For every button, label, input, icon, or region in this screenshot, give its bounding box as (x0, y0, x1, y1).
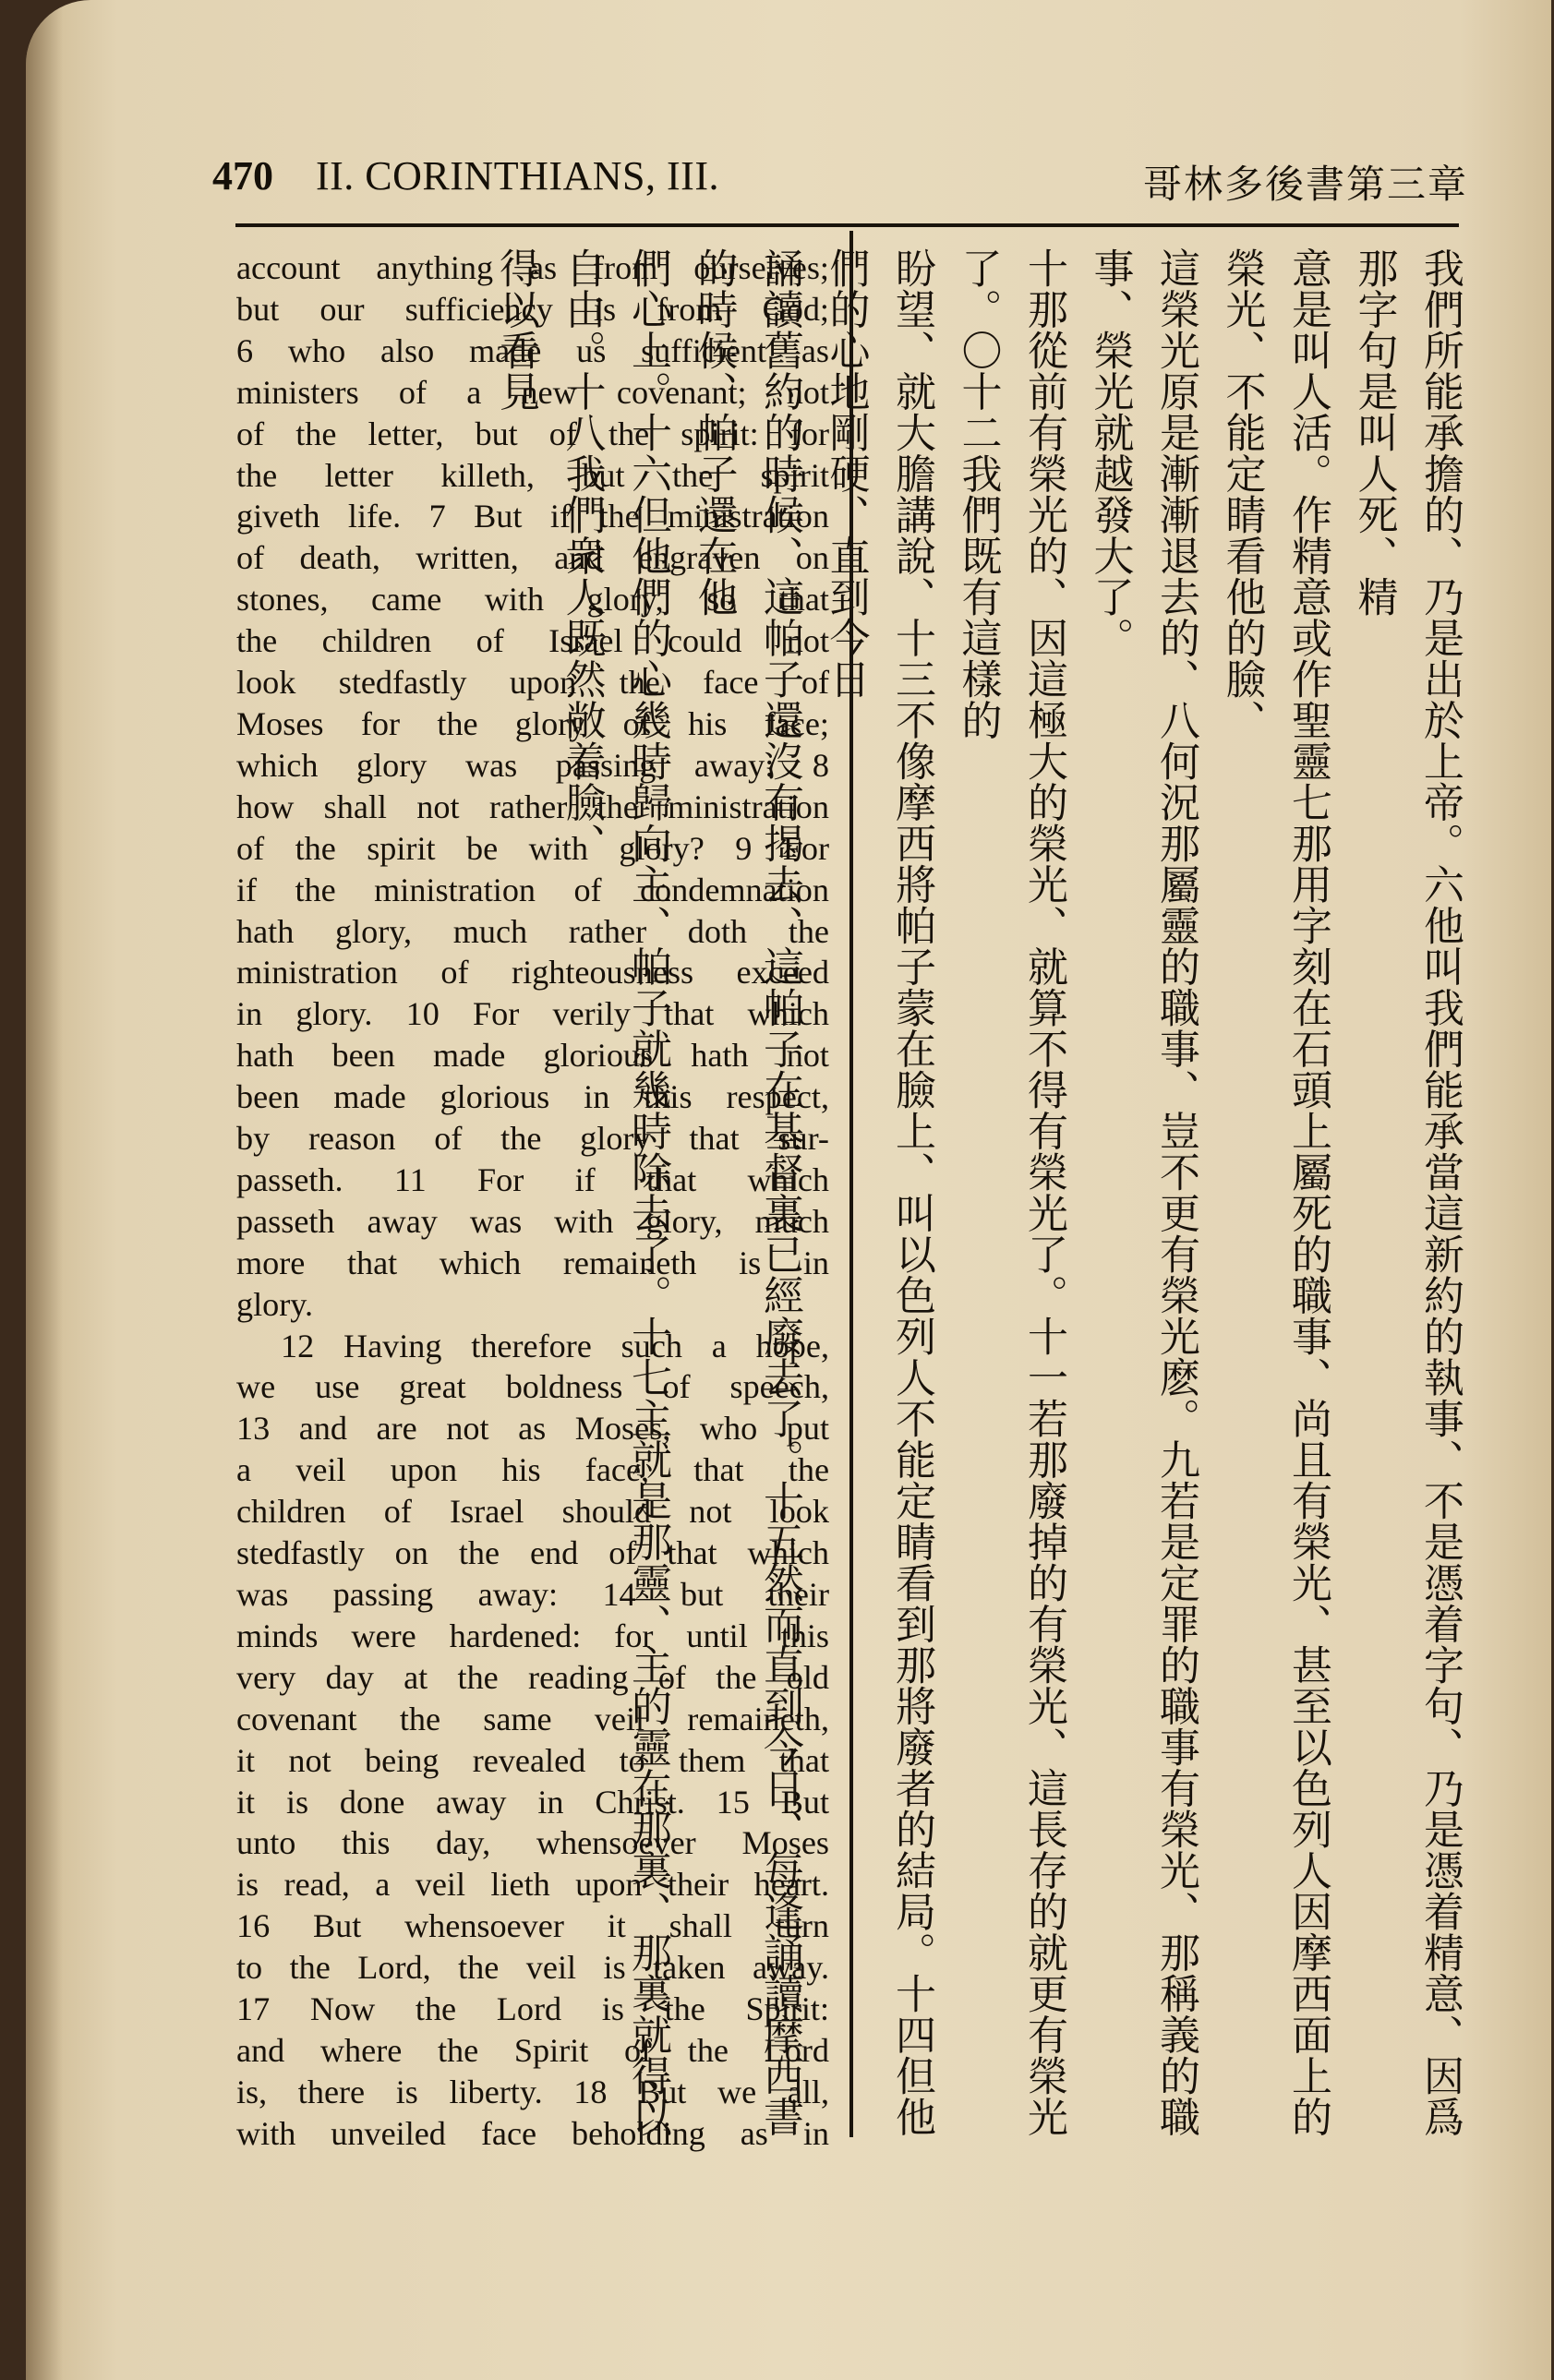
running-title: II. CORINTHIANS, III. (316, 153, 719, 198)
text-line: how shall not rather the ministration (236, 787, 829, 825)
text-line: ministration of righteousness exceed (236, 954, 829, 992)
text-line: to the Lord, the veil is taken away. (236, 1949, 829, 1987)
text-line: 16 But whensoever it shall turn (236, 1907, 829, 1945)
chinese-column-line: 這榮光原是漸漸退去的、八何況那屬靈的職事、豈不更有榮光麽。九若是定罪的職事有榮光、那稱義的職事、榮光就越發大了。 (1086, 247, 1199, 2137)
chinese-column-line: 我們所能承擔的、乃是出於上帝。六他叫我們能承當這新約的執事、不是憑着字句、乃是憑着精意、因爲那字句是叫人死、精 (1350, 247, 1464, 2137)
text-line: by reason of the glory that sur- (236, 1120, 829, 1158)
text-line: stedfastly on the end of that which (236, 1534, 829, 1572)
text-line: with unveiled face beholding as in (236, 2114, 829, 2152)
text-line: more that which remaineth is in (236, 1244, 829, 1281)
text-line: hath been made glorious hath not (236, 1037, 829, 1075)
text-line: of the letter, but of the spirit: for (236, 415, 829, 452)
page-header (212, 152, 1468, 217)
text-line: minds were hardened: for until this (236, 1617, 829, 1654)
text-line: if the ministration of condemnation (236, 871, 829, 908)
text-line: covenant the same veil remaineth, (236, 1700, 829, 1737)
text-line: was passing away: 14 but their (236, 1576, 829, 1613)
text-line: and where the Spirit of the Lord (236, 2031, 829, 2069)
text-line: we use great boldness of speech, (236, 1368, 829, 1406)
text-line: of death, written, and engraven on (236, 539, 829, 577)
text-line: 12 Having therefore such a hope, (281, 1327, 829, 1364)
text-line: 6 who also made us sufficient as (236, 331, 829, 369)
text-line: but our sufficiency is from God; (236, 290, 829, 328)
text-line: the letter killeth, but the spirit (236, 456, 829, 494)
text-line: passeth. 11 For if that which (236, 1160, 829, 1198)
page-number: 470 (212, 153, 273, 198)
header-rule (235, 223, 1459, 227)
text-line: look stedfastly upon the face of (236, 664, 829, 702)
text-line: a veil upon his face, that the (236, 1451, 829, 1489)
text-line: it is done away in Christ. 15 But (236, 1783, 829, 1821)
text-line: stones, came with glory, so that (236, 581, 829, 619)
chinese-column-line: 得以看見 (492, 247, 539, 412)
text-line: 13 and are not as Moses, who put (236, 1410, 829, 1448)
text-line: 17 Now the Lord is the Spirit: (236, 1990, 829, 2028)
text-line: ministers of a new covenant; not (236, 373, 829, 411)
text-line: passeth away was with glory, much (236, 1202, 829, 1240)
chinese-column-line: 們心上。十六但他們的心幾時歸向主、帕子就幾時除去了。十七主就是那靈、主的靈在那裏、那裏就得以自由。十八我們衆人既然敞着臉、 (558, 247, 671, 2137)
text-line: giveth life. 7 But if the ministration (236, 498, 829, 535)
text-line: children of Israel should not look (236, 1493, 829, 1531)
running-title-chinese: 哥林多後書第三章 (1142, 162, 1468, 207)
chinese-column-line: 意是叫人活。作精意或作聖靈七那用字刻在石頭上屬死的職事、尚且有榮光、甚至以色列人因摩西面上的榮光、不能定睛看他的臉、 (1218, 247, 1331, 2137)
chinese-column-line: 誦讀舊約的時候、這帕子還沒有揭去、這帕子在基督裏已經廢去了。十五然而直到今日、每逢誦讀摩西書的時候、帕子還在他 (690, 247, 803, 2137)
text-line: is read, a veil lieth upon their heart. (236, 1866, 829, 1904)
chinese-column-line: 盼望、就大膽講說、十三不像摩西將帕子蒙在臉上、叫以色列人不能定睛看到那將廢者的結局。十四但他們的心地剛硬、直到今日 (822, 247, 935, 2137)
chinese-column-line: 十那從前有榮光的、因這極大的榮光、就算不得有榮光了。十一若那廢掉的有榮光、這長存的就更有榮光了。〇十二我們既有這樣的 (954, 247, 1067, 2137)
text-line: glory. (236, 1285, 314, 1323)
text-line: the children of Israel could not (236, 622, 829, 660)
text-line: unto this day, whensoever Moses (236, 1824, 829, 1862)
text-line: account anything as from ourselves; (236, 249, 829, 286)
text-line: in glory. 10 For verily that which (236, 995, 829, 1033)
text-line: been made glorious in this respect, (236, 1078, 829, 1116)
text-line: is, there is liberty. 18 But we all, (236, 2073, 829, 2110)
text-line: of the spirit be with glory? 9 For (236, 829, 829, 867)
text-line: which glory was passing away: 8 (236, 746, 829, 784)
text-line: Moses for the glory of his face; (236, 704, 829, 742)
text-line: it not being revealed to them that (236, 1741, 829, 1779)
text-line: hath glory, much rather doth the (236, 912, 829, 950)
text-line: very day at the reading of the old (236, 1658, 829, 1696)
